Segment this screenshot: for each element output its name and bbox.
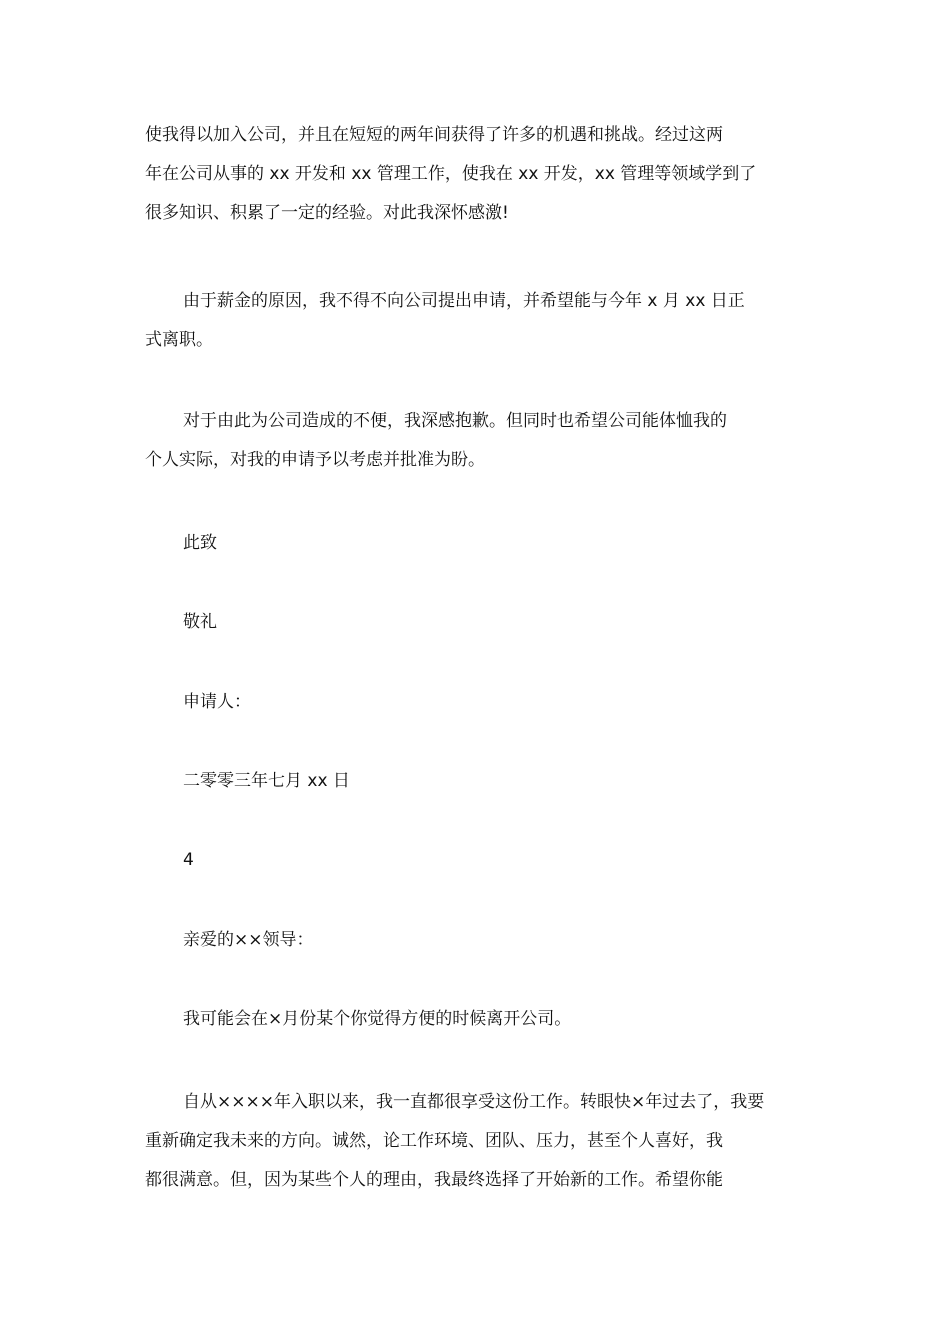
paragraph-line: 我可能会在×月份某个你觉得方便的时候离开公司。 <box>183 1009 572 1029</box>
paragraph-line: 对于由此为公司造成的不便，我深感抱歉。但同时也希望公司能体恤我的 <box>183 411 727 431</box>
paragraph-apology <box>145 402 815 480</box>
closing-salutation <box>145 524 815 563</box>
signature-line: 申请人： <box>183 692 251 712</box>
paragraph-line: 自从××××年入职以来，我一直都很享受这份工作。转眼快×年过去了，我要 <box>183 1092 765 1112</box>
paragraph-resignation-reason <box>145 282 815 360</box>
letter-date <box>145 762 815 801</box>
paragraph-line: 个人实际，对我的申请予以考虑并批准为盼。 <box>145 450 485 470</box>
date-line: 二零零三年七月 xx 日 <box>183 771 350 791</box>
closing-line: 敬礼 <box>183 612 217 632</box>
paragraph-line: 都很满意。但，因为某些个人的理由，我最终选择了开始新的工作。希望你能 <box>145 1170 723 1190</box>
paragraph-line: 很多知识、积累了一定的经验。对此我深怀感激! <box>145 203 509 223</box>
paragraph-gratitude <box>145 116 815 233</box>
paragraph-leave-notice <box>145 1000 815 1039</box>
paragraph-line: 式离职。 <box>145 330 213 350</box>
paragraph-line: 由于薪金的原因，我不得不向公司提出申请，并希望能与今年 x 月 xx 日正 <box>183 291 745 311</box>
applicant-signature <box>145 683 815 722</box>
paragraph-line: 重新确定我未来的方向。诚然，论工作环境、团队、压力，甚至个人喜好，我 <box>145 1131 723 1151</box>
paragraph-line: 年在公司从事的 xx 开发和 xx 管理工作，使我在 xx 开发，xx 管理等领域学到了 <box>145 164 757 184</box>
section-number-line: 4 <box>183 850 194 870</box>
paragraph-line: 使我得以加入公司，并且在短短的两年间获得了许多的机遇和挑战。经过这两 <box>145 125 723 145</box>
closing-regards <box>145 603 815 642</box>
paragraph-career-change <box>145 1083 815 1200</box>
letter-greeting <box>145 921 815 960</box>
closing-line: 此致 <box>183 533 217 553</box>
greeting-line: 亲爱的××领导： <box>183 930 314 950</box>
section-number <box>145 841 815 880</box>
